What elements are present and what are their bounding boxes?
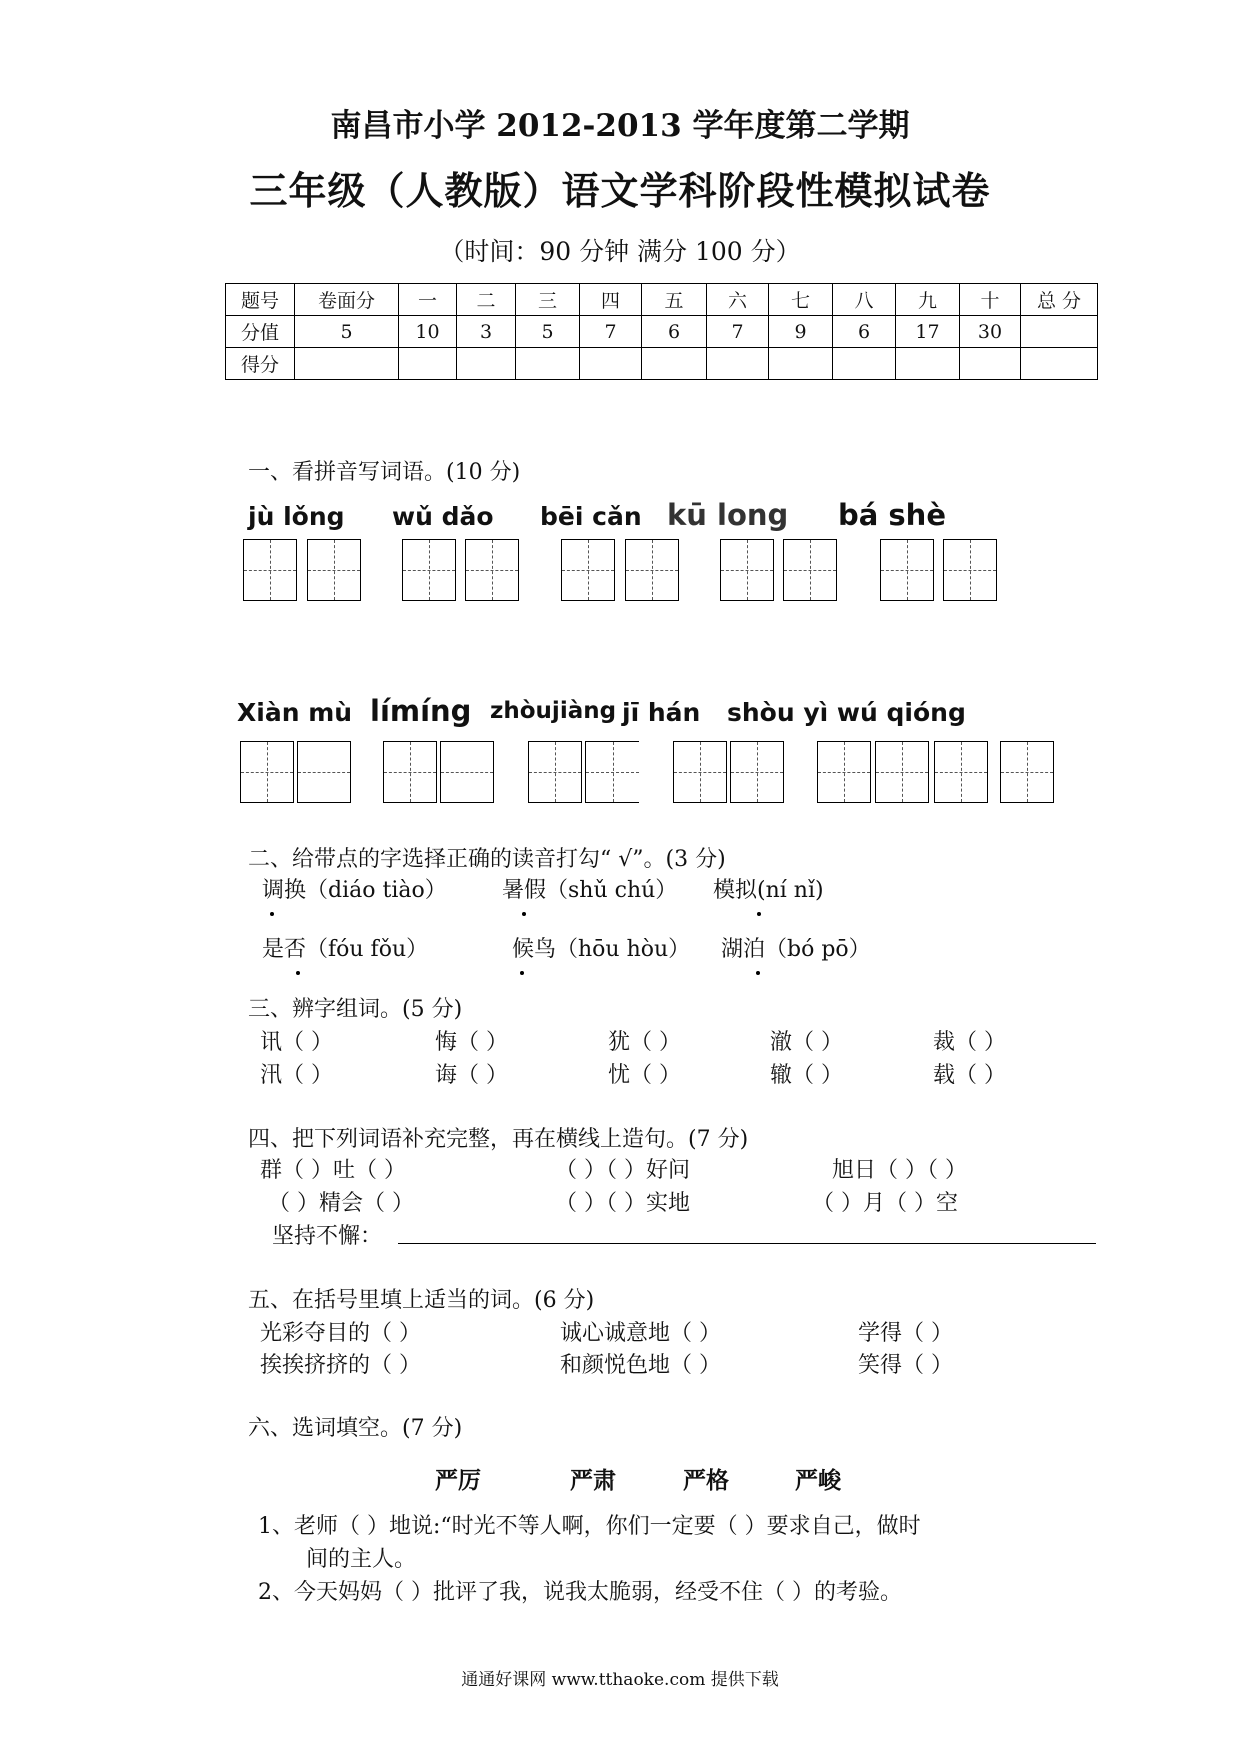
word-blank[interactable]: 辙（ ） — [770, 1063, 843, 1088]
writing-box[interactable] — [625, 539, 679, 601]
emphasis-dot — [757, 912, 761, 916]
fill-blank[interactable]: 光彩夺目的（ ） — [260, 1321, 421, 1346]
word-choice: 严格 — [683, 1467, 729, 1494]
word-blank[interactable]: 汛（ ） — [260, 1063, 333, 1088]
fill-blank[interactable]: 学得（ ） — [858, 1321, 953, 1346]
table-cell: 30 — [960, 316, 1021, 348]
score-input-cell[interactable] — [642, 348, 707, 380]
table-cell: 一 — [399, 284, 457, 316]
sentence-answer-line[interactable] — [398, 1243, 1096, 1244]
word-blank[interactable]: 载（ ） — [933, 1063, 1006, 1088]
fill-blank[interactable]: 挨挨挤挤的（ ） — [260, 1353, 421, 1378]
q2-heading: 二、给带点的字选择正确的读音打勾“ √”。(3 分) — [248, 847, 726, 872]
table-cell: 17 — [896, 316, 960, 348]
score-table — [225, 283, 1098, 380]
writing-box[interactable] — [730, 741, 784, 803]
fill-blank[interactable]: 诚心诚意地（ ） — [560, 1321, 721, 1346]
idiom-blank[interactable]: （ ）精会（ ） — [268, 1191, 414, 1216]
score-input-cell[interactable] — [399, 348, 457, 380]
fill-sentence: 间的主人。 — [306, 1547, 417, 1572]
table-cell: 6 — [642, 316, 707, 348]
emphasis-dot — [756, 971, 760, 975]
table-cell: 十 — [960, 284, 1021, 316]
reading-choice[interactable]: 湖泊（bó pō） — [721, 937, 871, 962]
reading-choice[interactable]: 模拟(ní nǐ) — [713, 878, 824, 903]
table-cell: 六 — [707, 284, 769, 316]
idiom-blank[interactable]: （ ）（ ）好问 — [555, 1158, 690, 1183]
table-cell: 七 — [769, 284, 833, 316]
score-input-cell[interactable] — [457, 348, 516, 380]
table-cell: 题号 — [226, 284, 295, 316]
score-input-cell[interactable] — [896, 348, 960, 380]
writing-box[interactable] — [561, 539, 615, 601]
table-cell: 分值 — [226, 316, 295, 348]
table-cell: 10 — [399, 316, 457, 348]
writing-box[interactable] — [240, 741, 294, 803]
reading-choice[interactable]: 调换（diáo tiào） — [262, 878, 447, 903]
emphasis-dot — [522, 912, 526, 916]
table-cell: 7 — [580, 316, 642, 348]
pinyin-label: bēi cǎn — [540, 502, 642, 531]
score-input-cell[interactable] — [707, 348, 769, 380]
reading-choice[interactable]: 暑假（shǔ chú） — [502, 878, 678, 903]
table-cell: 卷面分 — [295, 284, 399, 316]
writing-box[interactable] — [383, 741, 437, 803]
word-blank[interactable]: 澈（ ） — [770, 1030, 843, 1055]
fill-blank[interactable]: 和颜悦色地（ ） — [560, 1353, 721, 1378]
writing-box[interactable] — [875, 741, 929, 803]
word-blank[interactable]: 犹（ ） — [608, 1030, 681, 1055]
idiom-blank[interactable]: 群（ ）吐（ ） — [260, 1158, 406, 1183]
reading-choice[interactable]: 是否（fóu fǒu） — [262, 937, 429, 962]
table-cell: 八 — [833, 284, 896, 316]
table-cell: 三 — [516, 284, 580, 316]
word-blank[interactable]: 讯（ ） — [260, 1030, 333, 1055]
table-cell: 五 — [642, 284, 707, 316]
q4-heading: 四、把下列词语补充完整，再在横线上造句。(7 分) — [248, 1127, 749, 1152]
table-cell: 7 — [707, 316, 769, 348]
table-cell: 5 — [516, 316, 580, 348]
score-input-cell[interactable] — [295, 348, 399, 380]
table-cell: 5 — [295, 316, 399, 348]
writing-box[interactable] — [880, 539, 934, 601]
sentence-label: 坚持不懈： — [272, 1224, 383, 1249]
writing-box[interactable] — [943, 539, 997, 601]
idiom-blank[interactable]: （ ）（ ）实地 — [555, 1191, 690, 1216]
word-choice: 严肃 — [570, 1467, 616, 1494]
pinyin-label: zhòujiàng — [490, 698, 617, 724]
table-cell: 九 — [896, 284, 960, 316]
score-input-cell[interactable] — [769, 348, 833, 380]
writing-box[interactable] — [585, 741, 639, 803]
pinyin-label: bá shè — [838, 498, 946, 532]
writing-box[interactable] — [720, 539, 774, 601]
writing-box[interactable] — [243, 539, 297, 601]
table-row — [226, 284, 1098, 316]
writing-box[interactable] — [465, 539, 519, 601]
table-cell — [1021, 316, 1098, 348]
word-choice: 严厉 — [435, 1467, 481, 1494]
writing-box[interactable] — [307, 539, 361, 601]
pinyin-label: Xiàn mù — [237, 698, 353, 727]
score-input-cell[interactable] — [960, 348, 1021, 380]
q6-heading: 六、选词填空。(7 分) — [248, 1416, 463, 1441]
writing-box[interactable] — [1000, 741, 1054, 803]
score-input-cell[interactable] — [1021, 348, 1098, 380]
writing-box[interactable] — [402, 539, 456, 601]
pinyin-label: jī hán — [622, 698, 701, 727]
table-cell: 9 — [769, 316, 833, 348]
word-blank[interactable]: 忧（ ） — [608, 1063, 681, 1088]
fill-blank[interactable]: 笑得（ ） — [858, 1353, 953, 1378]
fill-sentence[interactable]: 2、今天妈妈（ ）批评了我，说我太脆弱，经受不住（ ）的考验。 — [258, 1580, 902, 1605]
writing-box[interactable] — [528, 741, 582, 803]
table-cell: 3 — [457, 316, 516, 348]
table-cell: 得分 — [226, 348, 295, 380]
writing-box[interactable] — [440, 741, 494, 803]
score-input-cell[interactable] — [516, 348, 580, 380]
pinyin-label: kū long — [667, 498, 789, 532]
table-row — [226, 316, 1098, 348]
pinyin-label: límíng — [370, 694, 472, 728]
q1-heading: 一、看拼音写词语。(10 分) — [248, 460, 521, 485]
writing-box[interactable] — [817, 741, 871, 803]
table-cell: 二 — [457, 284, 516, 316]
emphasis-dot — [520, 971, 524, 975]
reading-choice[interactable]: 候鸟（hōu hòu） — [512, 937, 691, 962]
q3-heading: 三、辨字组词。(5 分) — [248, 997, 463, 1022]
writing-box[interactable] — [297, 741, 351, 803]
table-row — [226, 348, 1098, 380]
pinyin-label: shòu yì wú qióng — [727, 698, 966, 727]
emphasis-dot — [296, 971, 300, 975]
word-choice: 严峻 — [795, 1467, 841, 1494]
emphasis-dot — [270, 912, 274, 916]
writing-box[interactable] — [673, 741, 727, 803]
pinyin-label: jù lǒng — [248, 502, 345, 531]
pinyin-label: wǔ dǎo — [392, 502, 494, 531]
score-input-cell[interactable] — [833, 348, 896, 380]
word-blank[interactable]: 裁（ ） — [933, 1030, 1006, 1055]
table-cell: 总 分 — [1021, 284, 1098, 316]
q5-heading: 五、在括号里填上适当的词。(6 分) — [248, 1288, 595, 1313]
exam-title-line1: 南昌市小学 2012-2013 学年度第二学期 — [330, 108, 910, 144]
exam-title-line2: 三年级（人教版）语文学科阶段性模拟试卷 — [249, 168, 991, 213]
fill-sentence[interactable]: 1、老师（ ）地说:“时光不等人啊，你们一定要（ ）要求自己，做时 — [258, 1514, 921, 1539]
score-input-cell[interactable] — [580, 348, 642, 380]
table-cell: 四 — [580, 284, 642, 316]
idiom-blank[interactable]: （ ）月（ ）空 — [812, 1191, 958, 1216]
word-blank[interactable]: 悔（ ） — [435, 1030, 508, 1055]
writing-box[interactable] — [934, 741, 988, 803]
word-blank[interactable]: 诲（ ） — [435, 1063, 508, 1088]
exam-subtitle: （时间：90 分钟 满分 100 分） — [439, 237, 801, 266]
writing-box[interactable] — [783, 539, 837, 601]
table-cell: 6 — [833, 316, 896, 348]
footer-text: 通通好课网 www.tthaoke.com 提供下载 — [461, 1670, 779, 1690]
idiom-blank[interactable]: 旭日（ ）（ ） — [832, 1158, 967, 1183]
